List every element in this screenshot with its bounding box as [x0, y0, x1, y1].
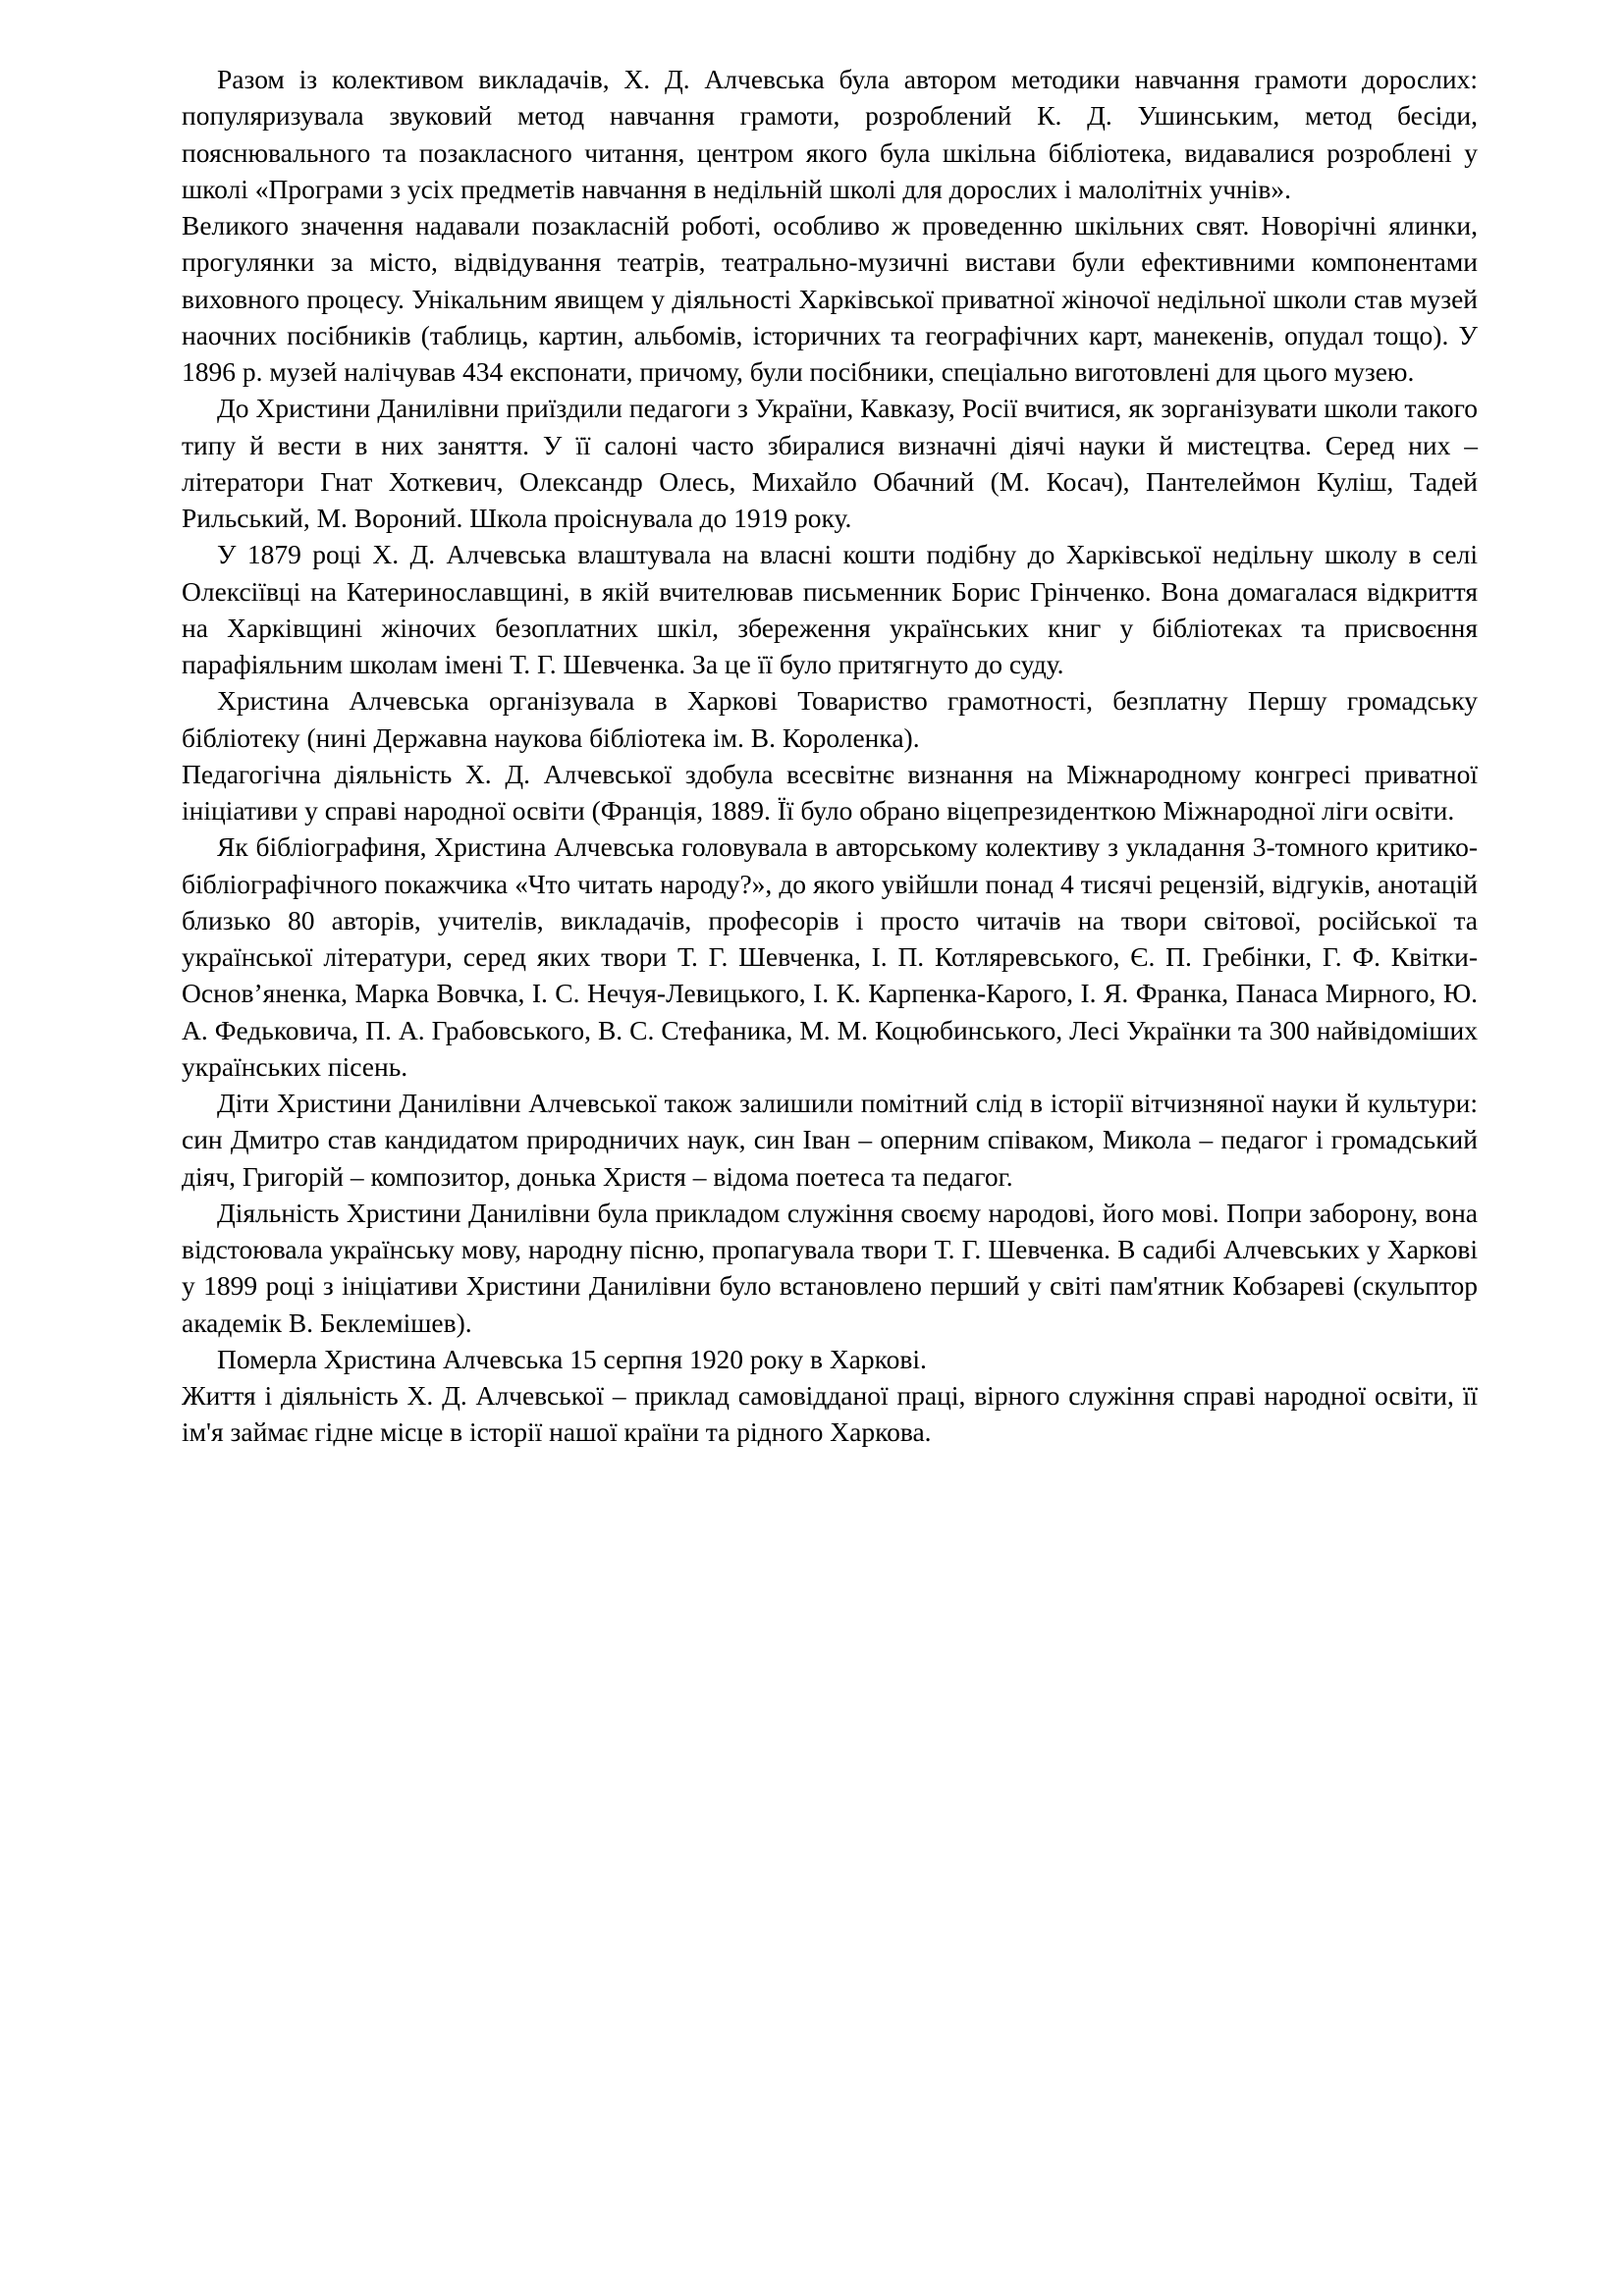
document-body	[182, 61, 1478, 1451]
paragraph: Педагогічна діяльність Х. Д. Алчевської здобула всесвітнє визнання на Міжнародному конгресі приватної ініціативи у справі народної освіти (Франція, 1889. Її було обрано віцепрезиденткою Міжнародної ліги освіти.	[182, 758, 1478, 826]
paragraph: Як бібліографиня, Христина Алчевська головувала в авторському колективу з укладання 3-томного критико-бібліографічного покажчика «Что читать народу?», до якого увійшли понад 4 тисячі рецензій, відгуків, анотацій близько 80 авторів, учителів, викладачів, професорів і просто читачів на твори світової, російської та української літератури, серед яких твори Т. Г. Шевченка, І. П. Котляревського, Є. П. Гребінки, Г. Ф. Квітки-Основ’яненка, Марка Вовчка, І. С. Нечуя-Левицького, І. К. Карпенка-Карого, І. Я. Франка, Панаса Мирного, Ю. А. Федьковича, П. А. Грабовського, В. С. Стефаника, М. М. Коцюбинського, Лесі Українки та 300 найвідоміших українських пісень.	[182, 831, 1478, 1082]
paragraph: Разом із колективом викладачів, Х. Д. Алчевська була автором методики навчання грамоти дорослих: популяризувала звуковий метод навчання грамоти, розроблений К. Д. Ушинським, метод бесіди, пояснювального та позакласного читання, центром якого була шкільна бібліотека, видавалися розроблені у школі «Програми з усіх предметів навчання в недільній школі для дорослих і малолітніх учнів».	[182, 64, 1478, 204]
paragraph: Христина Алчевська організувала в Харкові Товариство грамотності, безплатну Першу громадську бібліотеку (нині Державна наукова бібліотека ім. В. Короленка).	[182, 685, 1478, 753]
paragraph: Великого значення надавали позакласній роботі, особливо ж проведенню шкільних свят. Новорічні ялинки, прогулянки за місто, відвідування театрів, театрально-музичні вистави були ефективними компонентами виховного процесу. Унікальним явищем у діяльності Харківської приватної жіночої недільної школи став музей наочних посібників (таблиць, картин, альбомів, історичних та географічних карт, манекенів, опудал тощо). У 1896 р. музей налічував 434 експонати, причому, були посібники, спеціально виготовлені для цього музею.	[182, 210, 1478, 387]
paragraph: Діти Христини Данилівни Алчевської також залишили помітний слід в історії вітчизняної науки й культури: син Дмитро став кандидатом природничих наук, син Іван – оперним співаком, Микола – педагог і громадський діяч, Григорій – композитор, донька Христя – відома поетеса та педагог.	[182, 1088, 1478, 1192]
paragraph: Померла Христина Алчевська 15 серпня 1920 року в Харкові.	[217, 1343, 927, 1374]
paragraph: До Христини Данилівни приїздили педагоги з України, Кавказу, Росії вчитися, як зорганізувати школи такого типу й вести в них заняття. У її салоні часто збиралися визначні діячі науки й мистецтва. Серед них – літератори Гнат Хоткевич, Олександр Олесь, Михайло Обачний (М. Косач), Пантелеймон Куліш, Тадей Рильський, М. Вороний. Школа проіснувала до 1919 року.	[182, 393, 1478, 533]
paragraph: У 1879 році Х. Д. Алчевська влаштувала на власні кошти подібну до Харківської недільну школу в селі Олексіївці на Катеринославщині, в якій вчителював письменник Борис Грінченко. Вона домагалася відкриття на Харківщині жіночих безоплатних шкіл, збереження українських книг у бібліотеках та присвоєння парафіяльним школам імені Т. Г. Шевченка. За це її було притягнуто до суду.	[182, 539, 1478, 679]
paragraph: Діяльність Христини Данилівни була прикладом служіння своєму народові, його мові. Попри заборону, вона відстоювала українську мову, народну пісню, пропагувала твори Т. Г. Шевченка. В садибі Алчевських у Харкові у 1899 році з ініціативи Христини Данилівни було встановлено перший у світі пам'ятник Кобзареві (скульптор академік В. Беклемішев).	[182, 1197, 1478, 1338]
paragraph: Життя і діяльність Х. Д. Алчевської – приклад самовідданої праці, вірного служіння справі народної освіти, її ім'я займає гідне місце в історії нашої країни та рідного Харкова.	[182, 1380, 1478, 1448]
